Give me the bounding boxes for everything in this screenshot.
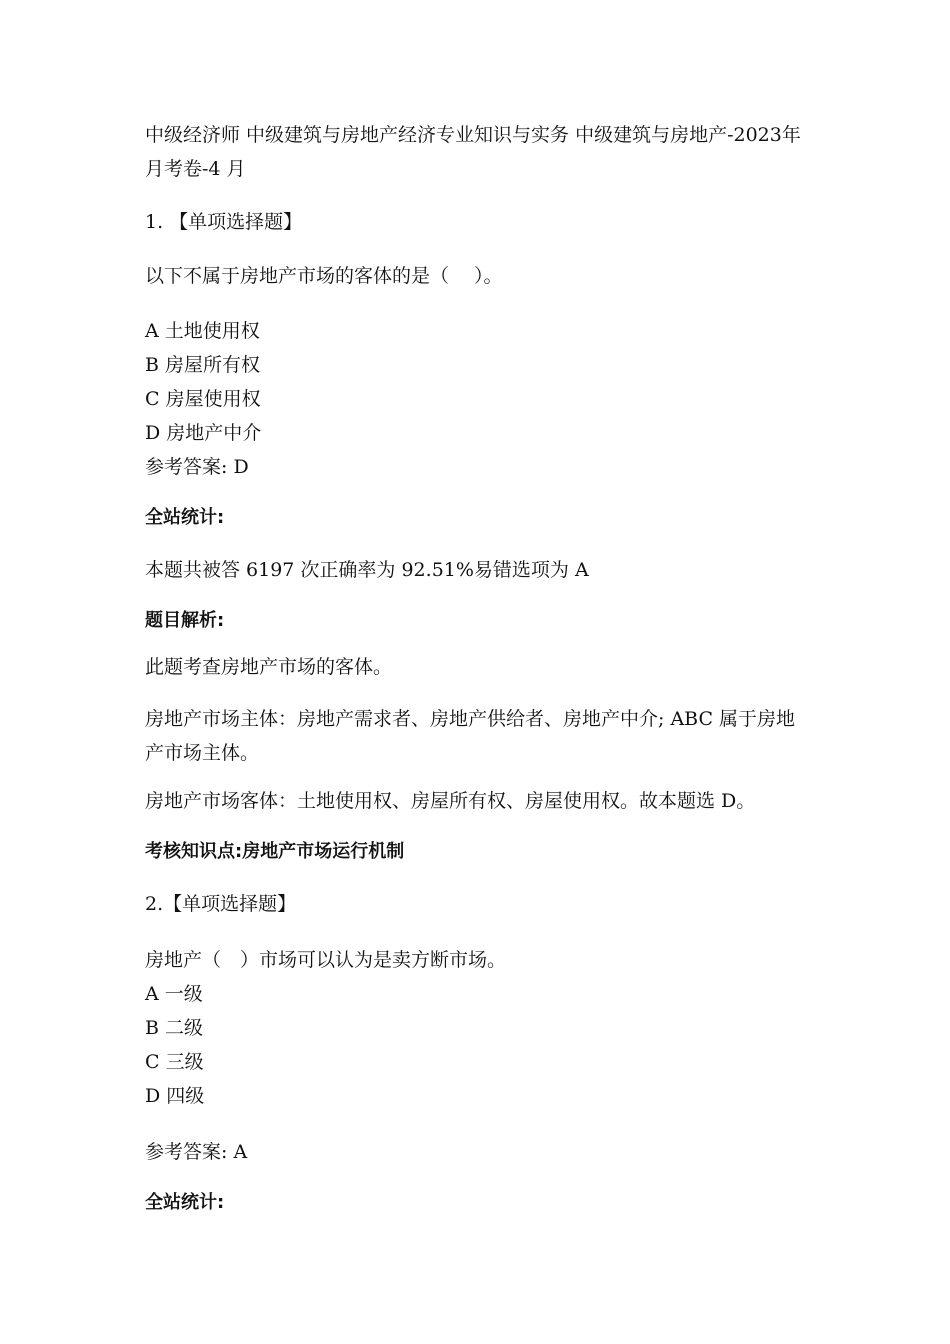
question-1-knowledge-point: 考核知识点:房地产市场运行机制 — [145, 841, 405, 862]
question-1-analysis-heading: 题目解析: — [145, 610, 225, 631]
question-2-option-d: D 四级 — [145, 1085, 205, 1107]
question-1-option-a: A 土地使用权 — [145, 320, 260, 342]
question-1-analysis-line-1: 此题考查房地产市场的客体。 — [145, 656, 393, 678]
question-2-answer: 参考答案: A — [145, 1141, 248, 1163]
question-2-header: 2.【单项选择题】 — [145, 893, 297, 915]
question-1-answer: 参考答案: D — [145, 456, 249, 478]
question-2-option-c: C 三级 — [145, 1051, 204, 1073]
question-2-option-a: A 一级 — [145, 983, 203, 1005]
document-title: 中级经济师 中级建筑与房地产经济专业知识与实务 中级建筑与房地产-2023年月考卷-4 月 — [145, 124, 801, 180]
question-2-stats-heading: 全站统计: — [145, 1192, 225, 1213]
question-1-analysis-line-2: 房地产市场主体：房地产需求者、房地产供给者、房地产中介; ABC 属于房地产市场主体。 — [145, 708, 796, 764]
question-2-stem: 房地产（ ）市场可以认为是卖方断市场。 — [145, 949, 507, 971]
question-1-stem: 以下不属于房地产市场的客体的是（ ）。 — [145, 265, 503, 287]
question-1-stats-heading: 全站统计: — [145, 507, 225, 528]
question-2-option-b: B 二级 — [145, 1017, 204, 1039]
question-1-header: 1. 【单项选择题】 — [145, 211, 303, 233]
question-1-analysis-line-3: 房地产市场客体：土地使用权、房屋所有权、房屋使用权。故本题选 D。 — [145, 790, 756, 812]
question-1-option-c: C 房屋使用权 — [145, 388, 261, 410]
question-1-option-b: B 房屋所有权 — [145, 354, 261, 376]
question-1-stats-text: 本题共被答 6197 次正确率为 92.51%易错选项为 A — [145, 559, 589, 581]
question-1-option-d: D 房地产中介 — [145, 422, 262, 444]
